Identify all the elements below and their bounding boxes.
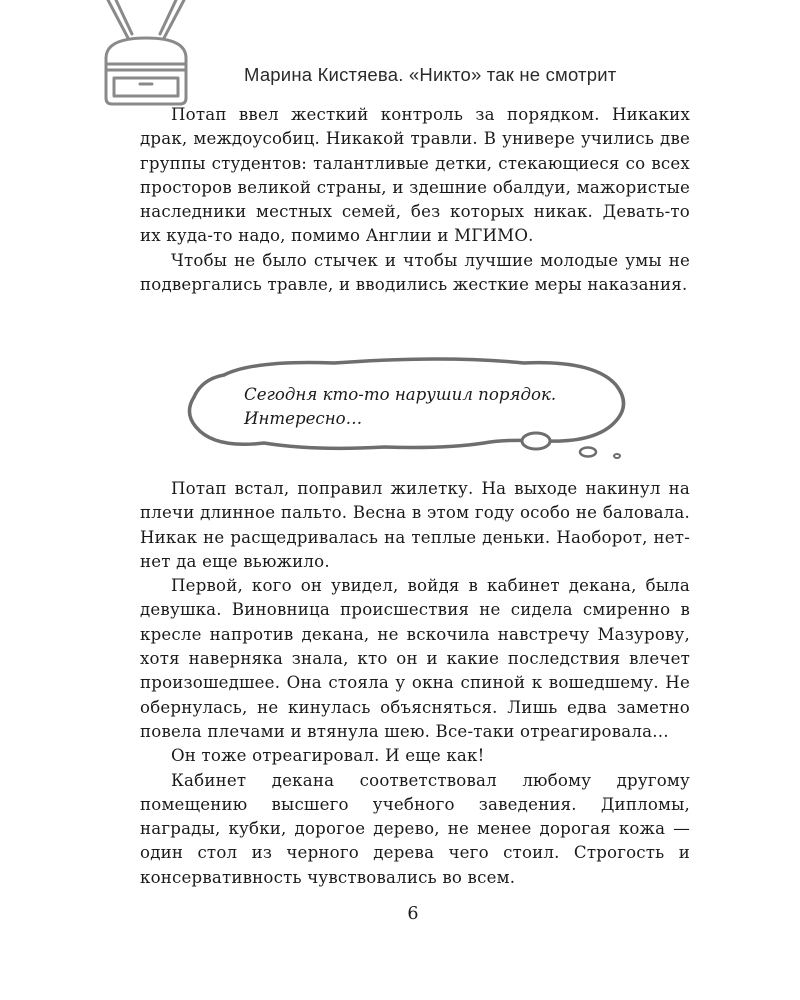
thought-line: Сегодня кто-то нарушил порядок. — [244, 385, 557, 404]
page-number: 6 — [407, 904, 419, 924]
paragraph: Он тоже отреагировал. И еще как! — [171, 746, 485, 766]
text-block-2 — [140, 477, 690, 890]
backpack-icon — [88, 0, 204, 112]
paragraph: Чтобы не было стычек и чтобы лучшие молодые умы не подвергались травле, и вводились жесткие меры наказания. — [140, 250, 690, 295]
paragraph: Потап ввел жесткий контроль за порядком. Никаких драк, междоусобиц. Никакой травли. В универе учились две группы студентов: талантливые детки, стекающиеся со всех просторов великой страны, и здешние обалдуи, мажористые наследники местных семей, без которых никак. Девать-то их куда-то надо, помимо Англии и МГИМО. — [140, 105, 690, 246]
paragraph: Потап встал, поправил жилетку. На выходе накинул на плечи длинное пальто. Весна в этом году особо не баловала. Никак не расщедривалась на теплые деньки. Наоборот, нет-нет да еще вьюжило. — [140, 479, 690, 571]
thought-line: Интересно… — [244, 409, 363, 428]
running-head: Марина Кистяева. «Никто» так не смотрит — [244, 64, 617, 85]
paragraph: Кабинет декана соответствовал любому другому помещению высшего учебного заведения. Дипломы, награды, кубки, дорогое дерево, не менее дорогая кожа — один стол из черного дерева чего стоил. Строгость и консервативность чувствовались во всем. — [140, 770, 690, 887]
thought-bubble-text — [244, 383, 556, 431]
paragraph: Первой, кого он увидел, войдя в кабинет декана, была девушка. Виновница происшествия не сидела смиренно в кресле напротив декана, не вскочила навстречу Мазурову, хотя наверняка знала, кто он и какие последствия влечет произошедшее. Она стояла у окна спиной к вошедшему. Не обернулась, не кинулась объясняться. Лишь едва заметно повела плечами и втянула шею. Все-таки отреагировала… — [140, 576, 690, 741]
text-block-1 — [140, 103, 690, 297]
